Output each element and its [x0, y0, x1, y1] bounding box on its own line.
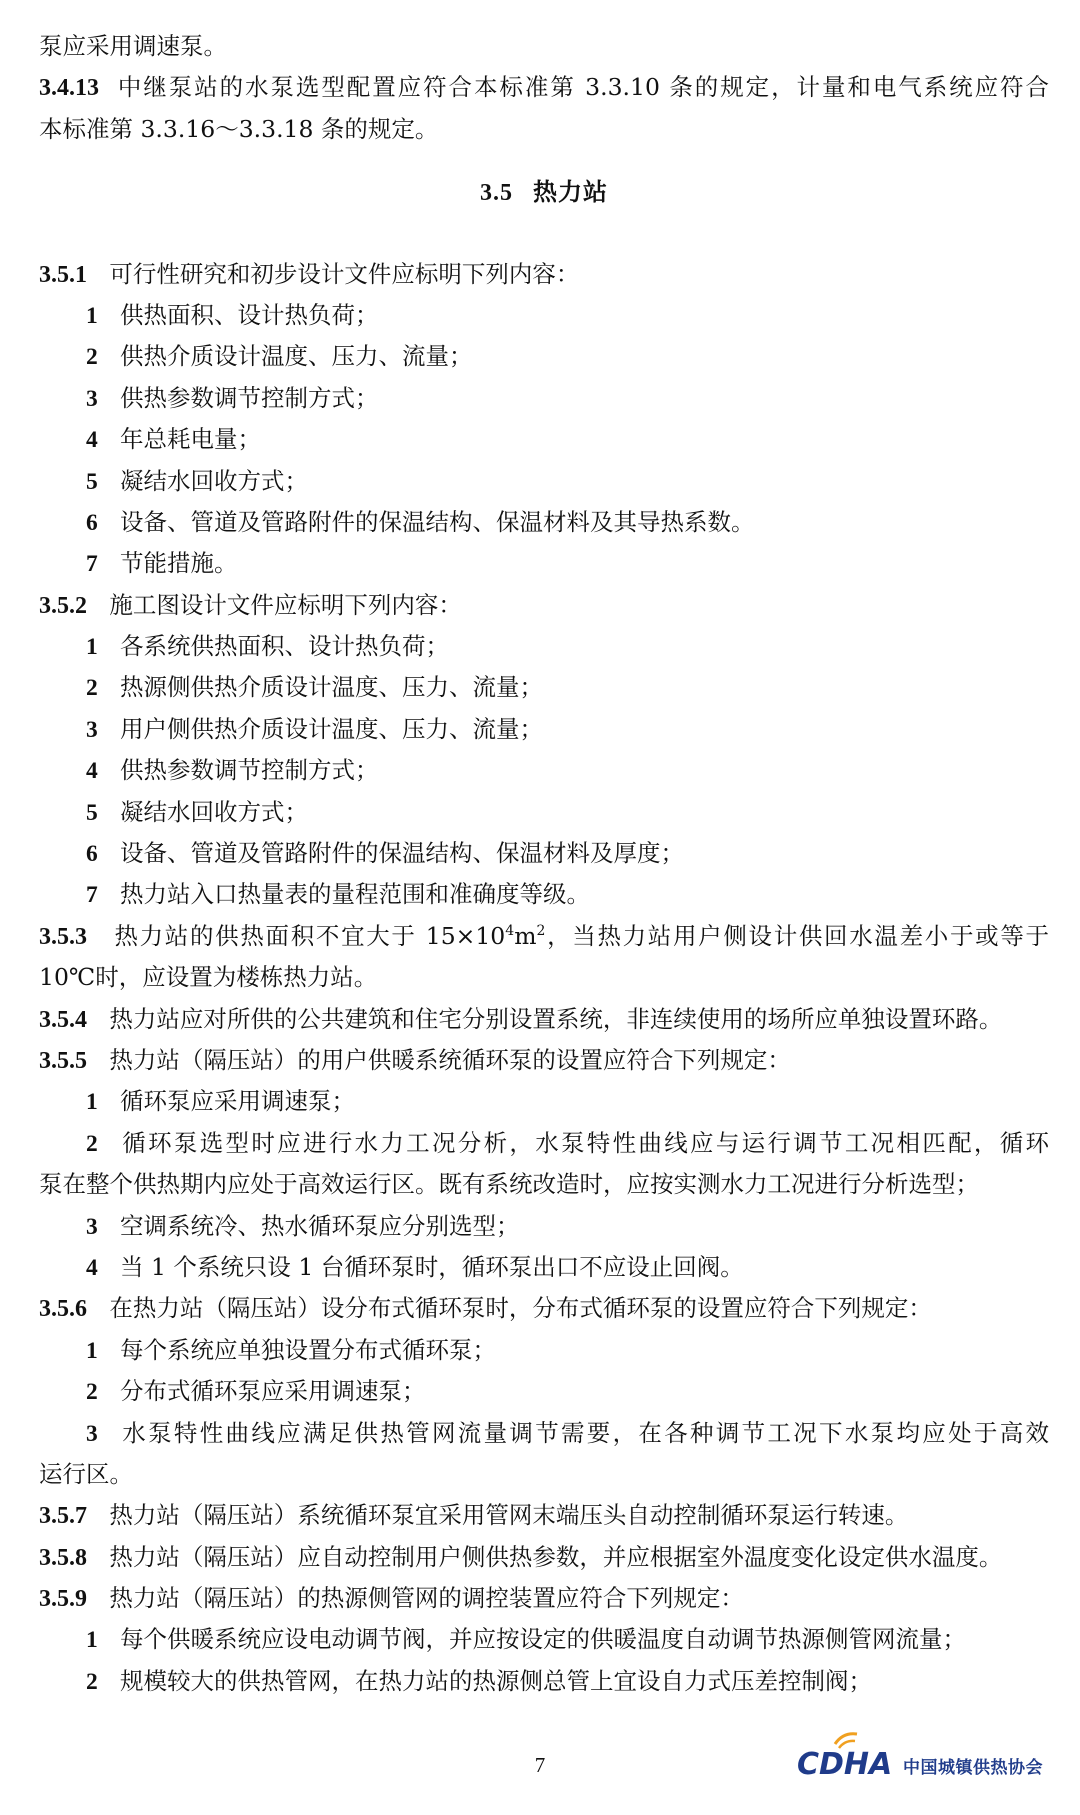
- clause-text: 热力站（隔压站）系统循环泵宜采用管网末端压头自动控制循环泵运行转速。: [109, 1501, 909, 1530]
- item-text: 分布式循环泵应采用调速泵；: [120, 1377, 426, 1406]
- clause-3-5-4: [39, 999, 1049, 1040]
- clause-text: 热力站（隔压站）的用户供暖系统循环泵的设置应符合下列规定：: [109, 1045, 791, 1074]
- clause-text: 热力站（隔压站）的热源侧管网的调控装置应符合下列规定：: [109, 1584, 744, 1613]
- clause-3-5-1: [39, 254, 1049, 295]
- superscript: 4: [505, 922, 515, 939]
- clause-number: 3.5.2: [39, 592, 87, 619]
- list-item: [39, 1330, 1049, 1371]
- clause-text: 热力站应对所供的公共建筑和住宅分别设置系统，非连续使用的场所应单独设置环路。: [109, 1004, 1003, 1033]
- item-text: 运行区。: [39, 1459, 133, 1488]
- item-text: 热力站入口热量表的量程范围和准确度等级。: [120, 880, 590, 909]
- clause-text: 在热力站（隔压站）设分布式循环泵时，分布式循环泵的设置应符合下列规定：: [109, 1294, 932, 1323]
- item-number: 7: [86, 882, 98, 909]
- item-number: 5: [86, 468, 98, 495]
- clause-text: 本标准第 3.3.16～3.3.18 条的规定。: [39, 114, 439, 143]
- clause-3-5-7: [39, 1495, 1049, 1536]
- clause-3-5-2: [39, 585, 1049, 626]
- item-text: 每个供暖系统应设电动调节阀，并应按设定的供暖温度自动调节热源侧管网流量；: [120, 1625, 966, 1654]
- item-text: 循环泵应采用调速泵；: [120, 1087, 355, 1116]
- clause-text: 热力站（隔压站）应自动控制用户侧供热参数，并应根据室外温度变化设定供水温度。: [109, 1542, 1003, 1571]
- item-text: 年总耗电量；: [120, 425, 261, 454]
- clause-text: 可行性研究和初步设计文件应标明下列内容：: [109, 259, 580, 288]
- page-number: 7: [534, 1753, 546, 1777]
- item-number: 6: [86, 509, 98, 536]
- text-span: 泵应采用调速泵。: [39, 32, 227, 60]
- list-item: [39, 1413, 1049, 1454]
- item-text: 供热面积、设计热负荷；: [120, 300, 379, 329]
- item-text: 设备、管道及管路附件的保温结构、保温材料及厚度；: [120, 839, 684, 868]
- list-item: [39, 750, 1049, 791]
- list-item: [39, 543, 1049, 584]
- list-item: [39, 874, 1049, 915]
- clause-text: ，当热力站用户侧设计供回水温差小于或等于: [545, 921, 1049, 950]
- section-heading: [39, 171, 1049, 212]
- list-item: [39, 792, 1049, 833]
- list-item: [39, 461, 1049, 502]
- list-item: [39, 1619, 1049, 1660]
- list-item: [39, 378, 1049, 419]
- clause-number: 3.5.8: [39, 1544, 87, 1571]
- clause-number: 3.5.1: [39, 261, 87, 288]
- item-text: 节能措施。: [120, 549, 238, 578]
- item-number: 3: [86, 1213, 98, 1240]
- item-number: 2: [86, 675, 98, 702]
- clause-text: 施工图设计文件应标明下列内容：: [109, 590, 462, 619]
- item-number: 4: [86, 427, 98, 454]
- list-item: [39, 336, 1049, 377]
- text-line: [39, 109, 1049, 150]
- item-number: 1: [86, 634, 98, 661]
- clause-3-5-6: [39, 1288, 1049, 1329]
- item-text: 设备、管道及管路附件的保温结构、保温材料及其导热系数。: [120, 507, 755, 536]
- item-text: 凝结水回收方式；: [120, 797, 308, 826]
- item-text: 凝结水回收方式；: [120, 466, 308, 495]
- item-text: 水泵特性曲线应满足供热管网流量调节需要，在各种调节工况下水泵均应处于高效: [120, 1418, 1049, 1447]
- clause-number: 3.5.4: [39, 1006, 87, 1033]
- item-number: 4: [86, 1254, 98, 1281]
- item-text: 每个系统应单独设置分布式循环泵；: [120, 1335, 496, 1364]
- item-number: 6: [86, 841, 98, 868]
- clause-text: 热力站的供热面积不宜大于 15×10: [114, 921, 506, 950]
- clause-text: 10℃时，应设置为楼栋热力站。: [39, 963, 378, 992]
- item-text: 当 1 个系统只设 1 台循环泵时，循环泵出口不应设止回阀。: [120, 1252, 744, 1281]
- item-text: 空调系统冷、热水循环泵应分别选型；: [120, 1211, 520, 1240]
- clause-3-4-13: [39, 67, 1049, 108]
- list-item: [39, 502, 1049, 543]
- clause-3-5-9: [39, 1578, 1049, 1619]
- item-number: 1: [86, 302, 98, 329]
- list-item: [39, 1123, 1049, 1164]
- list-item: [39, 833, 1049, 874]
- clause-number: 3.5.7: [39, 1503, 87, 1530]
- clause-number: 3.5.9: [39, 1586, 87, 1613]
- clause-3-5-5: [39, 1040, 1049, 1081]
- page-footer: [0, 1700, 1080, 1815]
- item-text: 循环泵选型时应进行水力工况分析，水泵特性曲线应与运行调节工况相匹配，循环: [120, 1128, 1049, 1157]
- document-body: [39, 26, 1049, 1702]
- clause-number: 3.4.13: [39, 75, 99, 102]
- organization-name: 中国城镇供热协会: [903, 1758, 1043, 1778]
- item-text: 供热参数调节控制方式；: [120, 756, 379, 785]
- cdha-logo-icon: [795, 1730, 905, 1790]
- list-item: [39, 419, 1049, 460]
- item-text: 用户侧供热介质设计温度、压力、流量；: [120, 714, 543, 743]
- item-text: 热源侧供热介质设计温度、压力、流量；: [120, 673, 543, 702]
- clause-number: 3.5.5: [39, 1047, 87, 1074]
- clause-number: 3.5.3: [39, 923, 87, 950]
- item-number: 5: [86, 799, 98, 826]
- item-number: 1: [86, 1627, 98, 1654]
- superscript: 2: [536, 922, 546, 939]
- list-item: [39, 1081, 1049, 1122]
- list-item: [39, 295, 1049, 336]
- text-line: [39, 1454, 1049, 1495]
- text-line: [39, 26, 1049, 67]
- item-text: 规模较大的供热管网，在热力站的热源侧总管上宜设自力式压差控制阀；: [120, 1666, 872, 1695]
- item-number: 2: [86, 344, 98, 371]
- list-item: [39, 1661, 1049, 1702]
- item-number: 3: [86, 1420, 98, 1447]
- item-text: 供热参数调节控制方式；: [120, 383, 379, 412]
- item-number: 3: [86, 385, 98, 412]
- list-item: [39, 667, 1049, 708]
- section-number: 3.5: [480, 180, 513, 207]
- item-text: 泵在整个供热期内应处于高效运行区。既有系统改造时，应按实测水力工况进行分析选型；: [39, 1170, 979, 1199]
- section-title: 热力站: [533, 177, 608, 207]
- list-item: [39, 626, 1049, 667]
- clause-text: 中继泵站的水泵选型配置应符合本标准第 3.3.10 条的规定，计量和电气系统应符合: [117, 73, 1049, 102]
- item-number: 2: [86, 1668, 98, 1695]
- item-number: 3: [86, 716, 98, 743]
- list-item: [39, 1206, 1049, 1247]
- text-line: [39, 957, 1049, 998]
- item-number: 2: [86, 1379, 98, 1406]
- clause-text: m: [514, 921, 537, 950]
- item-text: 供热介质设计温度、压力、流量；: [120, 342, 473, 371]
- list-item: [39, 1371, 1049, 1412]
- clause-3-5-8: [39, 1537, 1049, 1578]
- text-line: [39, 1164, 1049, 1205]
- clause-number: 3.5.6: [39, 1296, 87, 1323]
- item-text: 各系统供热面积、设计热负荷；: [120, 632, 449, 661]
- logo-letters: CDHA: [797, 1747, 893, 1782]
- association-logo: [795, 1730, 1065, 1790]
- list-item: [39, 709, 1049, 750]
- item-number: 7: [86, 551, 98, 578]
- item-number: 4: [86, 758, 98, 785]
- list-item: [39, 1247, 1049, 1288]
- clause-3-5-3: [39, 916, 1049, 957]
- item-number: 1: [86, 1337, 98, 1364]
- item-number: 1: [86, 1089, 98, 1116]
- item-number: 2: [86, 1130, 98, 1157]
